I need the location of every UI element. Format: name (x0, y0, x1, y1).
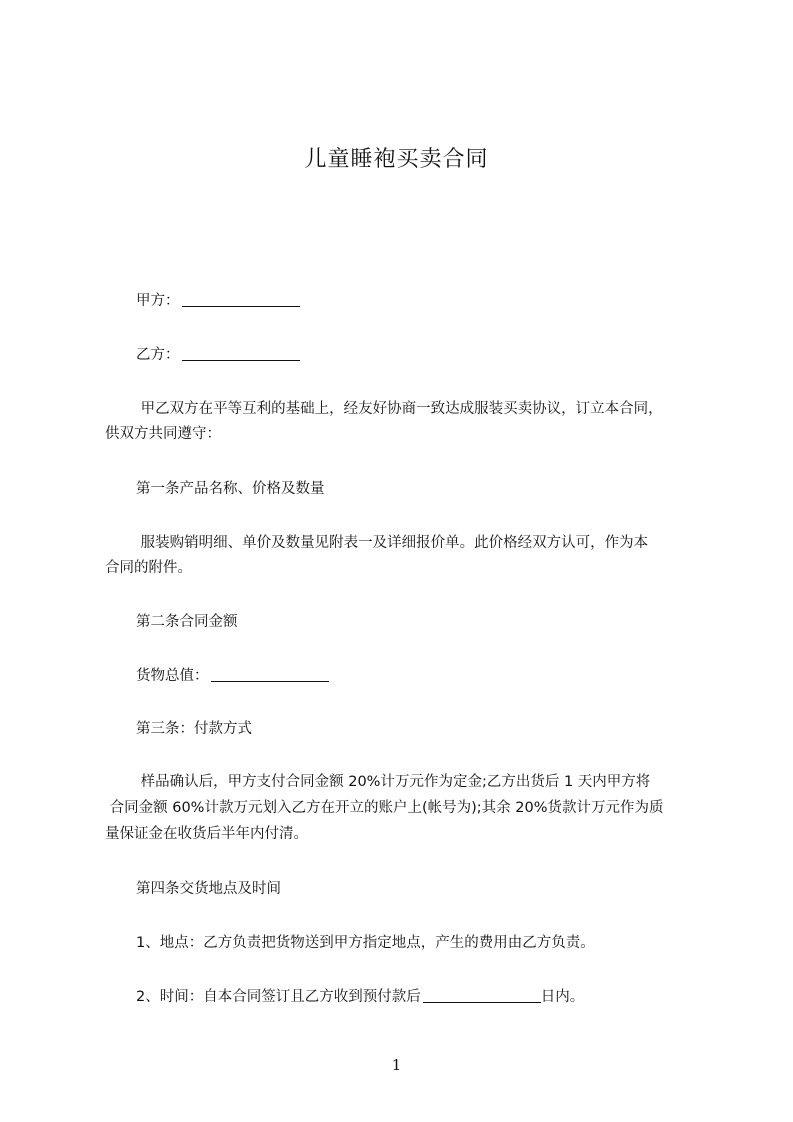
party-a-line (136, 290, 736, 312)
article-4-item-1: 1、地点：乙方负责把货物送到甲方指定地点，产生的费用由乙方负责。 (136, 935, 595, 951)
total-value-blank (211, 667, 329, 682)
article-2-heading: 第二条合同金额 (136, 614, 238, 630)
intro-line-2: 供双方共同遵守： (105, 426, 221, 442)
intro-line-1: 甲乙双方在平等互利的基础上，经友好协商一致达成服装买卖协议，订立本合同， (136, 401, 663, 417)
total-value-line (136, 665, 736, 687)
article-1-heading: 第一条产品名称、价格及数量 (136, 481, 325, 497)
party-a-label: 甲方： (136, 293, 180, 309)
party-b-blank (182, 346, 300, 361)
article-4-heading: 第四条交货地点及时间 (136, 881, 281, 897)
article-1-line-2: 合同的附件。 (105, 560, 192, 576)
article-3-line-3: 量保证金在收货后半年内付清。 (105, 826, 308, 842)
delivery-days-blank (423, 988, 541, 1003)
article-3-heading: 第三条：付款方式 (136, 721, 252, 737)
page-number: 1 (391, 1056, 402, 1074)
article-4-item-2 (136, 986, 736, 1008)
article-3-line-2: 合同金额 60%计款万元划入乙方在开立的账户上(帐号为);其余 20%货款计万元作为质 (105, 800, 664, 816)
article-4-item-2-pre: 2、时间：自本合同签订且乙方收到预付款后 (136, 989, 421, 1005)
article-1-line-1: 服装购销明细、单价及数量见附表一及详细报价单。此价格经双方认可，作为本 (136, 535, 649, 551)
party-a-blank (182, 292, 300, 307)
article-4-item-2-post: 日内。 (540, 989, 585, 1005)
article-3-line-1: 样品确认后，甲方支付合同金额 20%计万元作为定金;乙方出货后 1 天内甲方将 (136, 774, 651, 790)
page-title: 儿童睡袍买卖合同 (304, 147, 489, 172)
party-b-label: 乙方： (136, 347, 180, 363)
party-b-line (136, 344, 736, 366)
total-value-label: 货物总值： (136, 668, 209, 684)
